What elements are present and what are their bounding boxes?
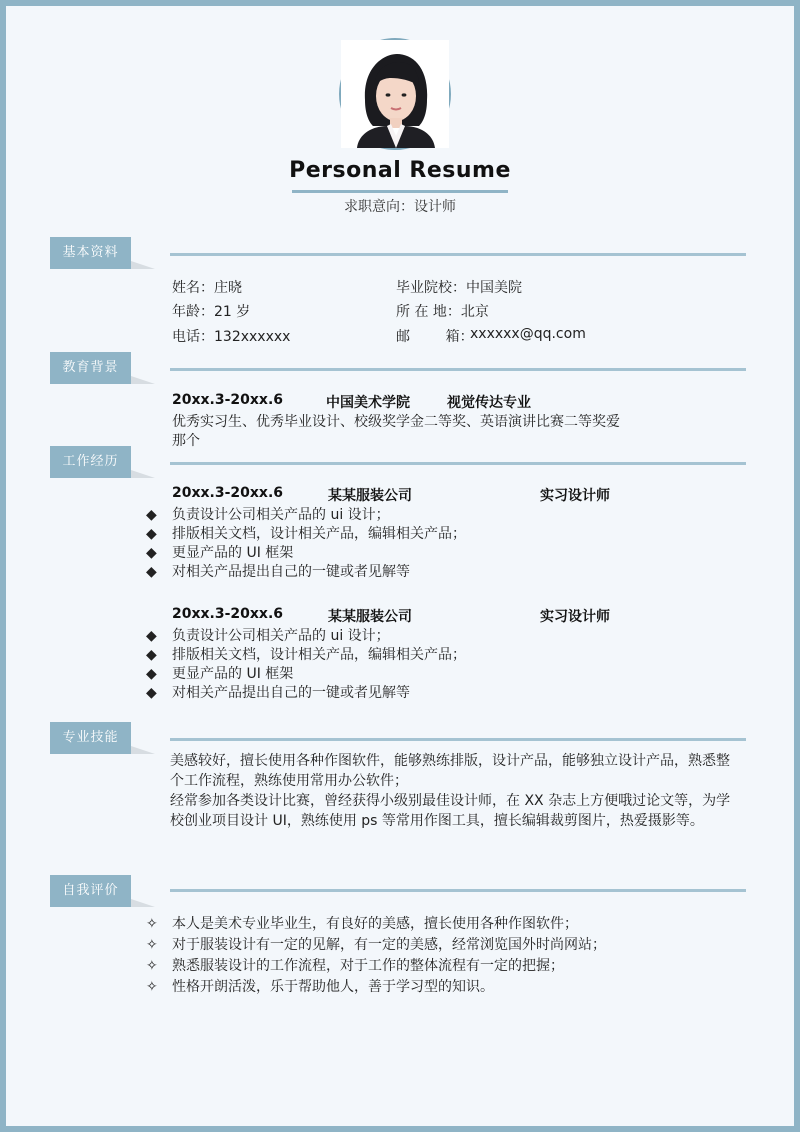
skills-paragraph: 美感较好，擅长使用各种作图软件，能够熟练排版，设计产品，能够独立设计产品，熟悉整个工作流程，熟练使用常用办公软件； (170, 753, 730, 789)
diamond-bullet-icon: ◆ (146, 526, 157, 542)
sparkle-bullet-icon: ✧ (146, 916, 158, 932)
sparkle-bullet-icon: ✧ (146, 979, 158, 995)
work-role: 实习设计师 (540, 488, 610, 504)
section-divider (170, 462, 746, 465)
section-tag-self: 自我评价 (50, 875, 131, 907)
basic-phone: 电话：132xxxxxx (172, 329, 291, 345)
section-tag-basic: 基本资料 (50, 237, 131, 269)
basic-email-label: 邮 箱： (396, 329, 474, 345)
section-tag-shadow (131, 899, 155, 907)
diamond-bullet-icon: ◆ (146, 666, 157, 682)
work-period: 20xx.3-20xx.6 (172, 606, 284, 622)
work-company: 某某服装公司 (328, 609, 412, 625)
section-tag-education: 教育背景 (50, 352, 131, 384)
section-divider (170, 368, 746, 371)
section-tag-shadow (131, 376, 155, 384)
edu-major: 视觉传达专业 (447, 395, 531, 411)
section-tag-shadow (131, 746, 155, 754)
diamond-bullet-icon: ◆ (146, 647, 157, 663)
diamond-bullet-icon: ◆ (146, 628, 157, 644)
work-duty-item: ◆ 对相关产品提出自己的一键或者见解等 (146, 685, 410, 701)
section-divider (170, 738, 746, 741)
work-duty-item: ◆ 更显产品的 UI 框架 (146, 666, 294, 682)
self-eval-item: ✧ 性格开朗活泼，乐于帮助他人，善于学习型的知识。 (146, 979, 494, 995)
skills-paragraph: 经常参加各类设计比赛，曾经获得小级别最佳设计师，在 XX 杂志上方便哦过论文等，为学校创业项目设计 UI，熟练使用 ps 等常用作图工具，擅长编辑裁剪图片，热爱摄影等。 (170, 793, 731, 829)
self-eval-item: ✧ 本人是美术专业毕业生，有良好的美感，擅长使用各种作图软件； (146, 916, 578, 932)
section-tag-skills: 专业技能 (50, 722, 131, 754)
sparkle-bullet-icon: ✧ (146, 937, 158, 953)
self-eval-item: ✧ 对于服装设计有一定的见解，有一定的美感，经常浏览国外时尚网站； (146, 937, 606, 953)
basic-name: 姓名：庄晓 (172, 280, 242, 296)
section-tag-shadow (131, 470, 155, 478)
basic-email: xxxxxx@qq.com (470, 326, 586, 342)
diamond-bullet-icon: ◆ (146, 564, 157, 580)
work-duty-item: ◆ 排版相关文档，设计相关产品，编辑相关产品； (146, 647, 466, 663)
work-role: 实习设计师 (540, 609, 610, 625)
section-tag-shadow (131, 261, 155, 269)
basic-school: 毕业院校：中国美院 (396, 280, 522, 296)
work-period: 20xx.3-20xx.6 (172, 485, 284, 501)
work-duty-item: ◆ 更显产品的 UI 框架 (146, 545, 294, 561)
work-company: 某某服装公司 (328, 488, 412, 504)
diamond-bullet-icon: ◆ (146, 685, 157, 701)
work-duty-item: ◆ 排版相关文档，设计相关产品，编辑相关产品； (146, 526, 466, 542)
edu-school: 中国美术学院 (326, 395, 410, 411)
self-eval-item: ✧ 熟悉服装设计的工作流程，对于工作的整体流程有一定的把握； (146, 958, 564, 974)
basic-location: 所 在 地：北京 (396, 304, 489, 320)
resume-title: Personal Resume (289, 158, 511, 183)
sparkle-bullet-icon: ✧ (146, 958, 158, 974)
edu-description-overflow (172, 430, 200, 440)
section-tag-work: 工作经历 (50, 446, 131, 478)
diamond-bullet-icon: ◆ (146, 507, 157, 523)
edu-period: 20xx.3-20xx.6 (172, 392, 284, 408)
basic-age: 年龄：21 岁 (172, 304, 251, 320)
job-objective: 求职意向：设计师 (344, 199, 456, 215)
work-duty-item: ◆ 对相关产品提出自己的一键或者见解等 (146, 564, 410, 580)
diamond-bullet-icon: ◆ (146, 545, 157, 561)
section-divider (170, 253, 746, 256)
work-duty-item: ◆ 负责设计公司相关产品的 ui 设计； (146, 507, 390, 523)
work-duty-item: ◆ 负责设计公司相关产品的 ui 设计； (146, 628, 390, 644)
profile-photo (339, 38, 451, 150)
section-divider (170, 889, 746, 892)
edu-description: 优秀实习生、优秀毕业设计、校级奖学金二等奖、英语演讲比赛二等奖爱 (172, 414, 620, 430)
title-underline (292, 190, 508, 193)
skills-description (170, 751, 742, 831)
